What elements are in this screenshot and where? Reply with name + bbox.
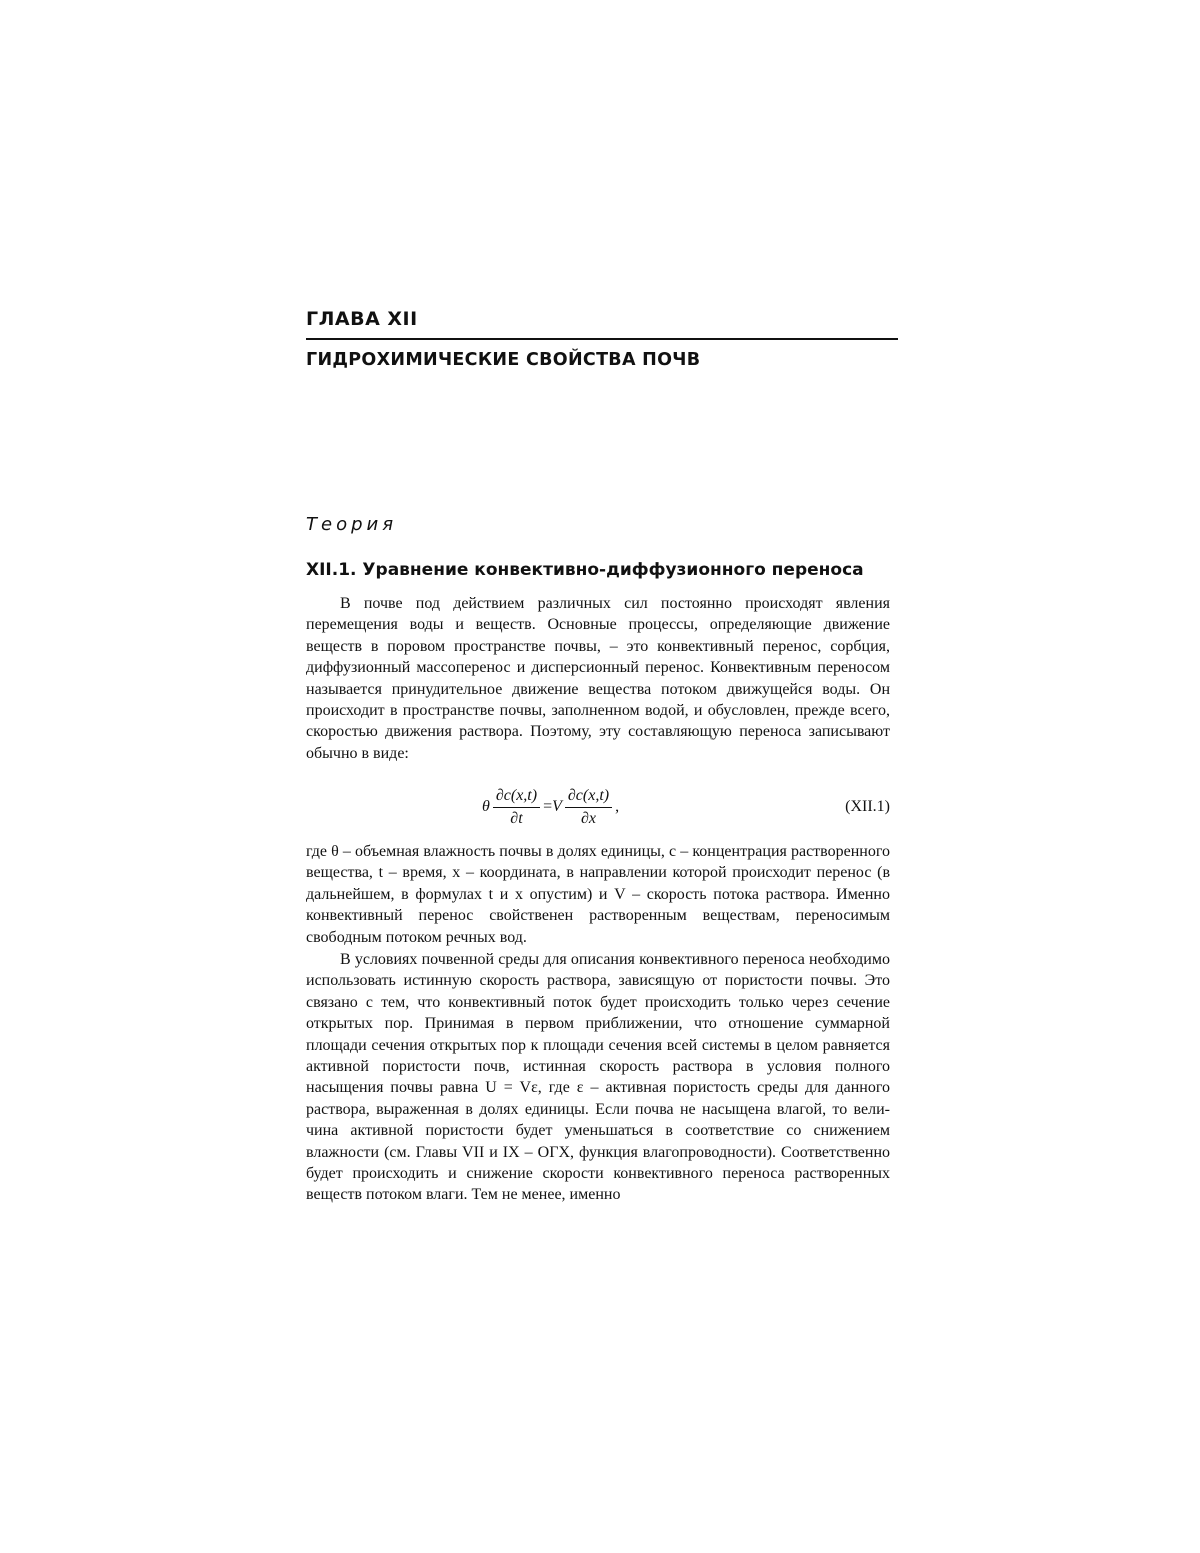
body-paragraph-1 — [306, 593, 890, 764]
equation-trail: , — [615, 798, 620, 815]
body-paragraph-3 — [306, 949, 890, 1206]
equation-left-numerator: ∂c(x,t) — [493, 787, 540, 808]
equation-right-fraction — [565, 787, 612, 828]
equation-right-numerator: ∂c(x,t) — [565, 787, 612, 808]
chapter-title: ГИДРОХИМИЧЕСКИЕ СВОЙСТВА ПОЧВ — [306, 350, 701, 370]
equation-number: (XII.1) — [845, 798, 890, 815]
paragraph-text: где θ – объемная влажность почвы в долях единицы, c – концентрация растворенного вещества, t – время, x – координата, в направлении которой происходит перенос (в дальнейшем, в формулах t и x опустим) и V – скорость потока раствора. Именно конвективный перенос свойственен растворенным веществам, переносимым свободным потоком речных вод. — [306, 843, 890, 946]
equation-body — [482, 780, 619, 834]
equation-left-denominator: ∂t — [510, 809, 523, 827]
part-label: Теория — [306, 514, 398, 535]
equation-xii-1 — [306, 780, 890, 834]
body-paragraph-2 — [306, 841, 890, 948]
equation-left-coef: θ — [482, 798, 490, 815]
paragraph-text: В условиях почвенной среды для описания конвективного переноса необходимо использовать истинную скорость раствора, зависящую от пористости почвы. Это связано с тем, что конвективный поток будет происходить только через сечение открытых пор. Принимая в первом приближении, что отношение суммарной площади сечения открытых пор к площади сечения всей системы в целом равняется активной пористости почв, истинная скорость раствора в условия полного насыщения почвы равна U = Vε, где ε – активная пористость среды для данного раствора, выраженная в долях единицы. Если почва не насыщена влагой, то величина активной пористости будет уменьшаться в соответствие со снижением влажности (см. Главы VII и IX – ОГХ, функция влагопроводности). Соответственно будет происходить и снижение скорости конвективного переноса растворенных веществ потоком влаги. Тем не менее, именно — [306, 951, 890, 1204]
chapter-divider — [306, 338, 898, 340]
equation-left-fraction — [493, 787, 540, 828]
chapter-label: ГЛАВА XII — [306, 308, 418, 330]
paragraph-text: В почве под действием различных сил постоянно происходят явления перемещения воды и веществ. Основные процессы, определяющие движение веществ в поровом пространстве почвы, – это конвективный перенос, сорбция, диффузионный массоперенос и дисперсионный перенос. Конвективным переносом называется принудительное движение вещества потоком движущейся воды. Он происходит в пространстве почвы, заполненном водой, и обусловлен, прежде всего, скоростью движения раствора. Поэтому, эту составляющую переноса записывают обычно в виде: — [306, 595, 890, 762]
equation-right-coef: V — [552, 798, 562, 815]
equation-equals: = — [543, 798, 553, 815]
equation-right-denominator: ∂x — [580, 809, 596, 827]
section-title: XII.1. Уравнение конвективно-диффузионного переноса — [306, 560, 864, 580]
